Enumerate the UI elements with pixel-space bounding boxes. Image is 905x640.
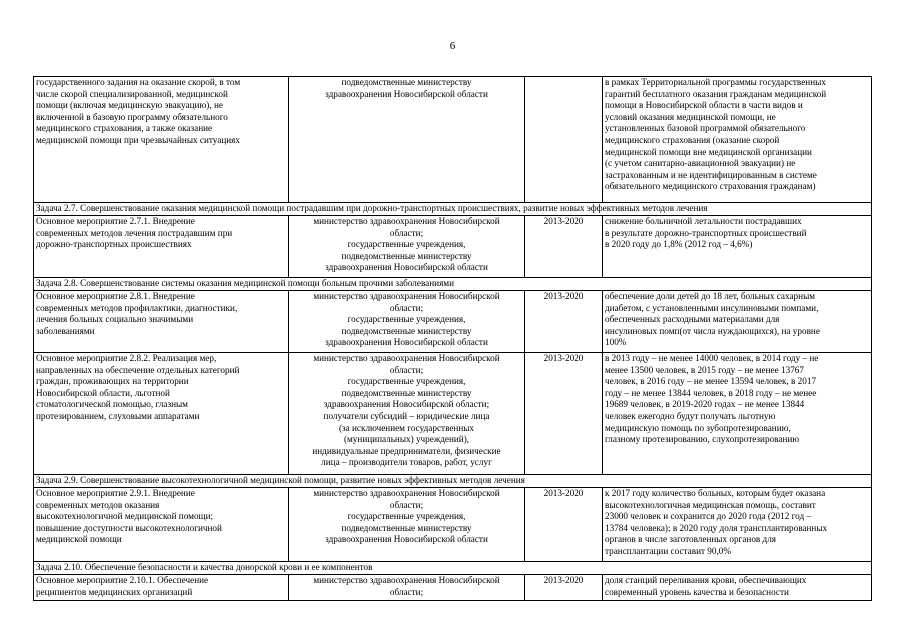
task-heading: Задача 2.10. Обеспечение безопасности и качества донорской крови и ее компонентов [34, 562, 872, 575]
executor-cell: министерство здравоохранения Новосибирской области; государственные учреждения, подведомственные министерству здравоохранения Новосибирской области [289, 216, 525, 278]
result-cell: в 2013 году – не менее 14000 человек, в 2014 году – не менее 13500 человек, в 2015 году – не менее 13767 человек, в 2016 году – не менее 13594 человек, в 2017 году – не менее 13844 человек, в 2018 году – не менее 19689 человек, в 2019-2020 годах – не менее 13844 человек ежегодно будут получать льготную медицинскую помощь по зубопротезированию, глазному протезированию, слухопротезированию [603, 353, 872, 475]
page-number: 6 [449, 40, 456, 52]
measure-cell: Основное мероприятие 2.8.1. Внедрение современных методов профилактики, диагностики, лечения больных социально значимыми заболеваниями [34, 291, 289, 353]
measure-cell: Основное мероприятие 2.9.1. Внедрение современных методов оказания высокотехнологичной медицинской помощи; повышение доступности высокотехнологичной медицинской помощи [34, 488, 289, 562]
table-row [34, 353, 872, 475]
measure-cell: Основное мероприятие 2.10.1. Обеспечение реципиентов медицинских организаций [34, 575, 289, 601]
result-cell: к 2017 году количество больных, которым будет оказана высокотехнологичная медицинская помощь, составит 23000 человек и сохранится до 2020 года (2012 год – 13784 человека); в 2020 году доля трансплантированных органов в числе заготовленных органов для трансплантации составит 90,0% [603, 488, 872, 562]
table-row [34, 77, 872, 203]
executor-cell: министерство здравоохранения Новосибирской области; [289, 575, 525, 601]
task-heading: Задача 2.7. Совершенствование оказания медицинской помощи пострадавшим при дорожно-транспортных происшествиях, развитие новых эффективных методов лечения [34, 203, 872, 216]
executor-cell: министерство здравоохранения Новосибирской области; государственные учреждения, подведомственные министерству здравоохранения Новосибирской области [289, 488, 525, 562]
task-row [34, 278, 872, 291]
period-cell: 2013-2020 [525, 291, 603, 353]
table-row [34, 575, 872, 601]
period-cell: 2013-2020 [525, 575, 603, 601]
task-heading: Задача 2.8. Совершенствование системы оказания медицинской помощи больным прочими заболеваниями [34, 278, 872, 291]
result-cell: обеспечение доли детей до 18 лет, больных сахарным диабетом, с установленными инсулиновыми помпами, обеспеченных расходными материалами для инсулиновых помп(от числа нуждающихся), на уровне 100% [603, 291, 872, 353]
table-row [34, 216, 872, 278]
result-cell: в рамках Территориальной программы государственных гарантий бесплатного оказания гражданам медицинской помощи в Новосибирской области в части видов и условий оказания медицинской помощи, не установленных базовой программой обязательного медицинского страхования (оказание скорой медицинской помощи вне медицинской организации (с учетом санитарно-авиационной эвакуации) не застрахованным и не идентифицированным в системе обязательного медицинского страхования гражданам) [603, 77, 872, 203]
task-row [34, 203, 872, 216]
executor-cell: министерство здравоохранения Новосибирской области; государственные учреждения, подведомственные министерству здравоохранения Новосибирской области; получатели субсидий – юридические лица (за исключением государственных (муниципальных) учреждений), индивидуальные предприниматели, физические лица – производители товаров, работ, услуг [289, 353, 525, 475]
measure-cell: Основное мероприятие 2.8.2. Реализация мер, направленных на обеспечение отдельных категорий граждан, проживающих на территории Новосибирской области, льготной стоматологической помощью, глазным протезированием, слуховыми аппаратами [34, 353, 289, 475]
result-cell: снижение больничной летальности пострадавших в результате дорожно-транспортных происшествий в 2020 году до 1,8% (2012 год – 4,6%) [603, 216, 872, 278]
measure-cell: государственного задания на оказание скорой, в том числе скорой специализированной, медицинской помощи (включая медицинскую эвакуацию), не включенной в базовую программу обязательного медицинского страхования, а также оказание медицинской помощи при чрезвычайных ситуациях [34, 77, 289, 203]
period-cell: 2013-2020 [525, 216, 603, 278]
period-cell: 2013-2020 [525, 353, 603, 475]
period-cell: 2013-2020 [525, 488, 603, 562]
task-heading: Задача 2.9. Совершенствование высокотехнологичной медицинской помощи, развитие новых эффективных методов лечения [34, 475, 872, 488]
measure-cell: Основное мероприятие 2.7.1. Внедрение современных методов лечения пострадавшим при дорожно-транспортных происшествиях [34, 216, 289, 278]
task-row [34, 475, 872, 488]
table-row [34, 291, 872, 353]
table-row [34, 488, 872, 562]
task-row [34, 562, 872, 575]
measures-table [33, 76, 872, 601]
executor-cell: подведомственные министерству здравоохранения Новосибирской области [289, 77, 525, 203]
result-cell: доля станций переливания крови, обеспечивающих современный уровень качества и безопасности [603, 575, 872, 601]
period-cell [525, 77, 603, 203]
executor-cell: министерство здравоохранения Новосибирской области; государственные учреждения, подведомственные министерству здравоохранения Новосибирской области [289, 291, 525, 353]
